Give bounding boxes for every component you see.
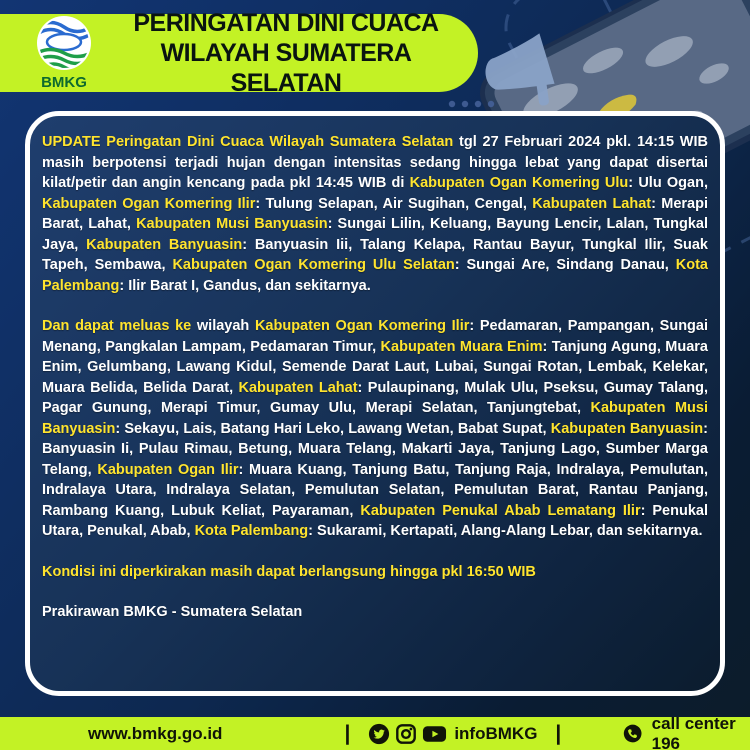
- bmkg-logo: [20, 15, 108, 91]
- title-line-2: WILAYAH SUMATERA SELATAN: [160, 39, 412, 97]
- text-segment: Kabupaten Muara Enim: [380, 338, 543, 355]
- text-segment: Dan dapat meluas ke: [42, 318, 192, 334]
- text-segment: : Pedamaran, Pampangan, Sungai Menang, Pangkalan Lampam, Pedamaran Timur,: [42, 318, 708, 355]
- call-center: [623, 714, 750, 754]
- text-segment: tgl 27 Februari 2024 pkl. 14:15 WIB masih berpotensi terjadi hujan dengan intensitas sedang hingga lebat yang dapat disertai kilat/petir dan angin kencang pada pkl 14:45 WIB di: [42, 134, 708, 191]
- text-segment: Kabupaten Musi Banyuasin: [42, 400, 708, 437]
- forecaster-signature: [42, 602, 708, 623]
- instagram-icon: [395, 723, 417, 745]
- text-segment: : Muara Kuang, Tanjung Batu, Tanjung Raja, Indralaya, Pemulutan, Indralaya Utara, Indralaya Selatan, Pemulutan Selatan, Pemulutan Barat, Rantau Panjang, Rambang Kuang, Lubuk Keliat, Payaraman,: [42, 461, 709, 519]
- text-segment: Kabupaten Banyuasin: [86, 236, 243, 253]
- text-segment: Kabupaten Ogan Komering Ilir: [42, 195, 256, 212]
- social-handle: infoBMKG: [454, 723, 538, 743]
- header-banner: [0, 9, 478, 97]
- warning-paragraph-current: [42, 132, 708, 296]
- text-segment: : Banyuasin Iii, Talang Kelapa, Rantau Bayur, Tungkal Ilir, Suak Tapeh, Sembawa,: [42, 236, 708, 273]
- text-segment: Kabupaten Musi Banyuasin: [136, 216, 328, 232]
- text-segment: Kondisi ini diperkirakan masih dapat berlangsung hingga pkl 16:50 WIB: [42, 563, 536, 580]
- text-segment: UPDATE Peringatan Dini Cuaca Wilayah Sumatera Selatan: [42, 134, 454, 150]
- bmkg-logo-icon: [22, 15, 106, 91]
- text-segment: : Sukarami, Kertapati, Alang-Alang Lebar, dan sekitarnya.: [308, 523, 703, 539]
- text-segment: Prakirawan BMKG - Sumatera Selatan: [42, 604, 303, 620]
- text-segment: : Pulaupinang, Mulak Ulu, Pseksu, Gumay Talang, Pagar Gunung, Merapi Timur, Gumay Ulu, Merapi Selatan, Tanjungtebat,: [42, 379, 708, 416]
- warning-duration-note: [42, 562, 708, 583]
- text-segment: Kabupaten Ogan Ilir: [97, 461, 239, 478]
- youtube-icon: [422, 724, 447, 744]
- text-segment: Kabupaten Penukal Abab Lematang Ilir: [360, 502, 641, 519]
- text-segment: : Tulung Selapan, Air Sugihan, Cengal,: [255, 195, 533, 212]
- call-center-label: call center 196: [651, 713, 736, 753]
- warning-paragraph-expansion: [42, 316, 708, 542]
- bmkg-logo-text: BMKG: [41, 74, 87, 91]
- text-segment: : Ilir Barat I, Gandus, dan sekitarnya.: [119, 277, 371, 294]
- website-url: www.bmkg.go.id: [88, 723, 223, 743]
- text-segment: : Merapi Barat, Lahat,: [42, 195, 709, 232]
- text-segment: Kabupaten Ogan Komering Ulu: [409, 175, 629, 191]
- warning-card: [25, 111, 725, 696]
- text-segment: Kota Palembang: [42, 257, 708, 294]
- footer-bar: [0, 713, 750, 753]
- text-segment: Kabupaten Lahat: [238, 379, 358, 396]
- text-segment: Kabupaten Banyuasin: [550, 420, 704, 437]
- text-segment: : Tanjung Agung, Muara Enim, Gelumbang, Lawang Kidul, Semende Darat Laut, Lubai, Sungai Rotan, Lembak, Kelekar, Muara Belida, Belida Darat,: [42, 338, 708, 396]
- text-segment: : Sekayu, Lais, Batang Hari Leko, Lawang Wetan, Babat Supat,: [115, 420, 551, 437]
- text-segment: : Banyuasin Ii, Pulau Rimau, Betung, Muara Telang, Makarti Jaya, Tanjung Lago, Sumber Marga Telang,: [42, 420, 709, 478]
- text-segment: Kabupaten Lahat: [532, 195, 652, 212]
- text-segment: Kabupaten Ogan Komering Ulu Selatan: [172, 257, 455, 273]
- text-segment: : Ulu Ogan,: [628, 175, 708, 191]
- text-segment: : Penukal Utara, Penukal, Abab,: [42, 502, 708, 539]
- title-line-1: PERINGATAN DINI CUACA: [133, 9, 439, 37]
- poster-title: [108, 8, 478, 98]
- social-icons: [368, 723, 447, 745]
- footer-separator: |: [344, 721, 351, 745]
- phone-icon: [623, 722, 642, 745]
- text-segment: wilayah: [191, 318, 255, 334]
- twitter-icon: [368, 723, 390, 745]
- text-segment: Kabupaten Ogan Komering Ilir: [254, 318, 470, 334]
- text-segment: Kota Palembang: [194, 523, 309, 539]
- text-segment: : Sungai Lilin, Keluang, Bayung Lencir, Lalan, Tungkal Jaya,: [42, 216, 709, 253]
- text-segment: : Sungai Are, Sindang Danau,: [454, 257, 676, 273]
- footer-separator: |: [555, 721, 562, 745]
